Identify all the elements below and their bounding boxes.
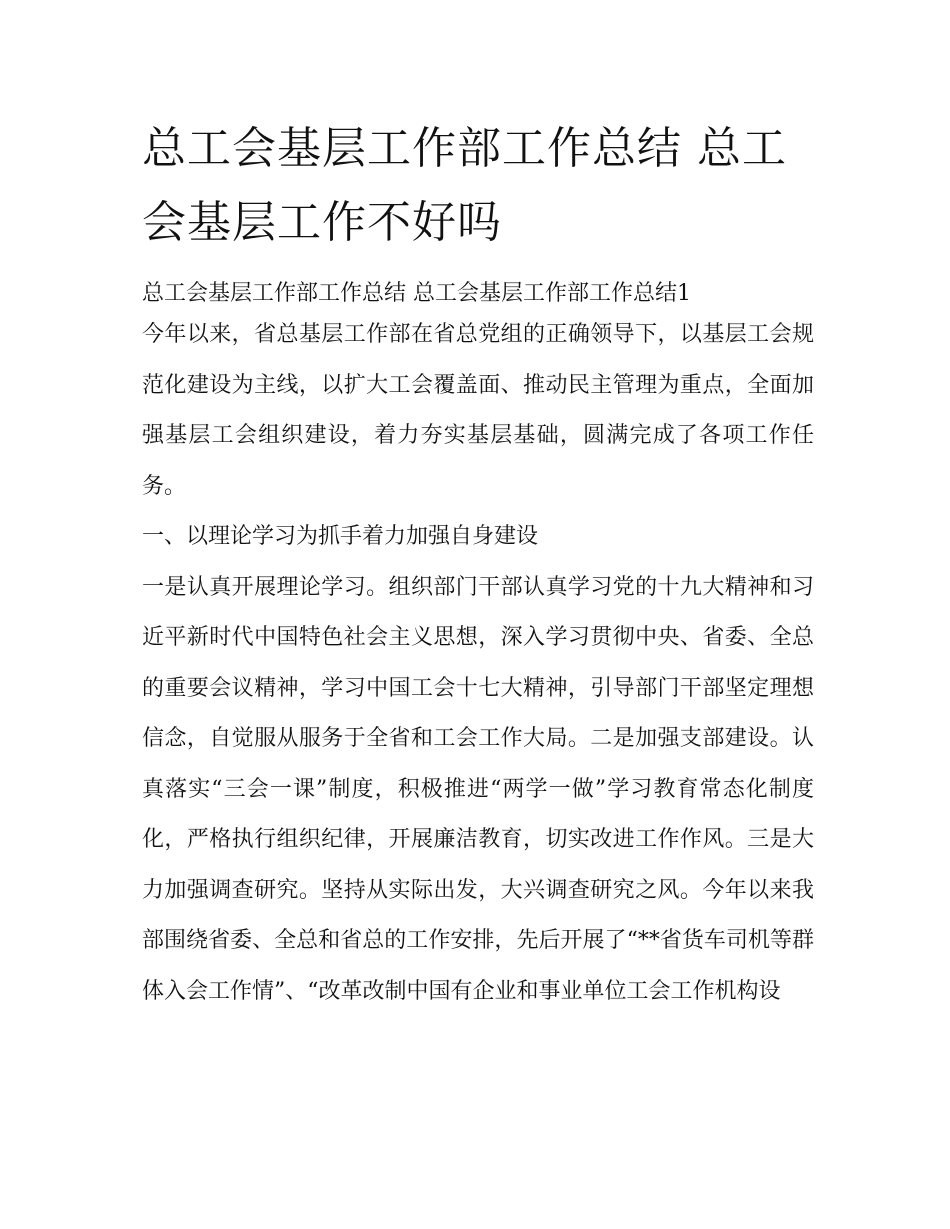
document-title: 总工会基层工作部工作总结 总工会基层工作不好吗	[142, 123, 787, 248]
section-1-paragraph: 一是认真开展理论学习。组织部门干部认真学习党的十九大精神和习近平新时代中国特色社会主义思想，深入学习贯彻中央、省委、全总的重要会议精神，学习中国工会十七大精神，引导部门干部坚定理想信念，自觉服从服务于全省和工会工作大局。二是加强支部建设。认真落实“三会一课”制度，积极推进“两学一做”学习教育常态化制度化，严格执行组织纪律，开展廉洁教育，切实改进工作作风。三是大力加强调查研究。坚持从实际出发，大兴调查研究之风。今年以来我部围绕省委、全总和省总的工作安排，先后开展了“**省货车司机等群体入会工作情”、“改革改制中国有企业和事业单位工会工作机构设	[142, 574, 814, 1004]
document-subtitle: 总工会基层工作部工作总结 总工会基层工作部工作总结1	[142, 281, 691, 306]
intro-paragraph: 今年以来，省总基层工作部在省总党组的正确领导下，以基层工会规范化建设为主线，以扩大工会覆盖面、推动民主管理为重点，全面加强基层工会组织建设，着力夯实基层基础，圆满完成了各项工作任务。	[142, 322, 814, 499]
document-content	[142, 112, 814, 1017]
section-1-heading: 一、以理论学习为抓手着力加强自身建设	[142, 524, 539, 549]
